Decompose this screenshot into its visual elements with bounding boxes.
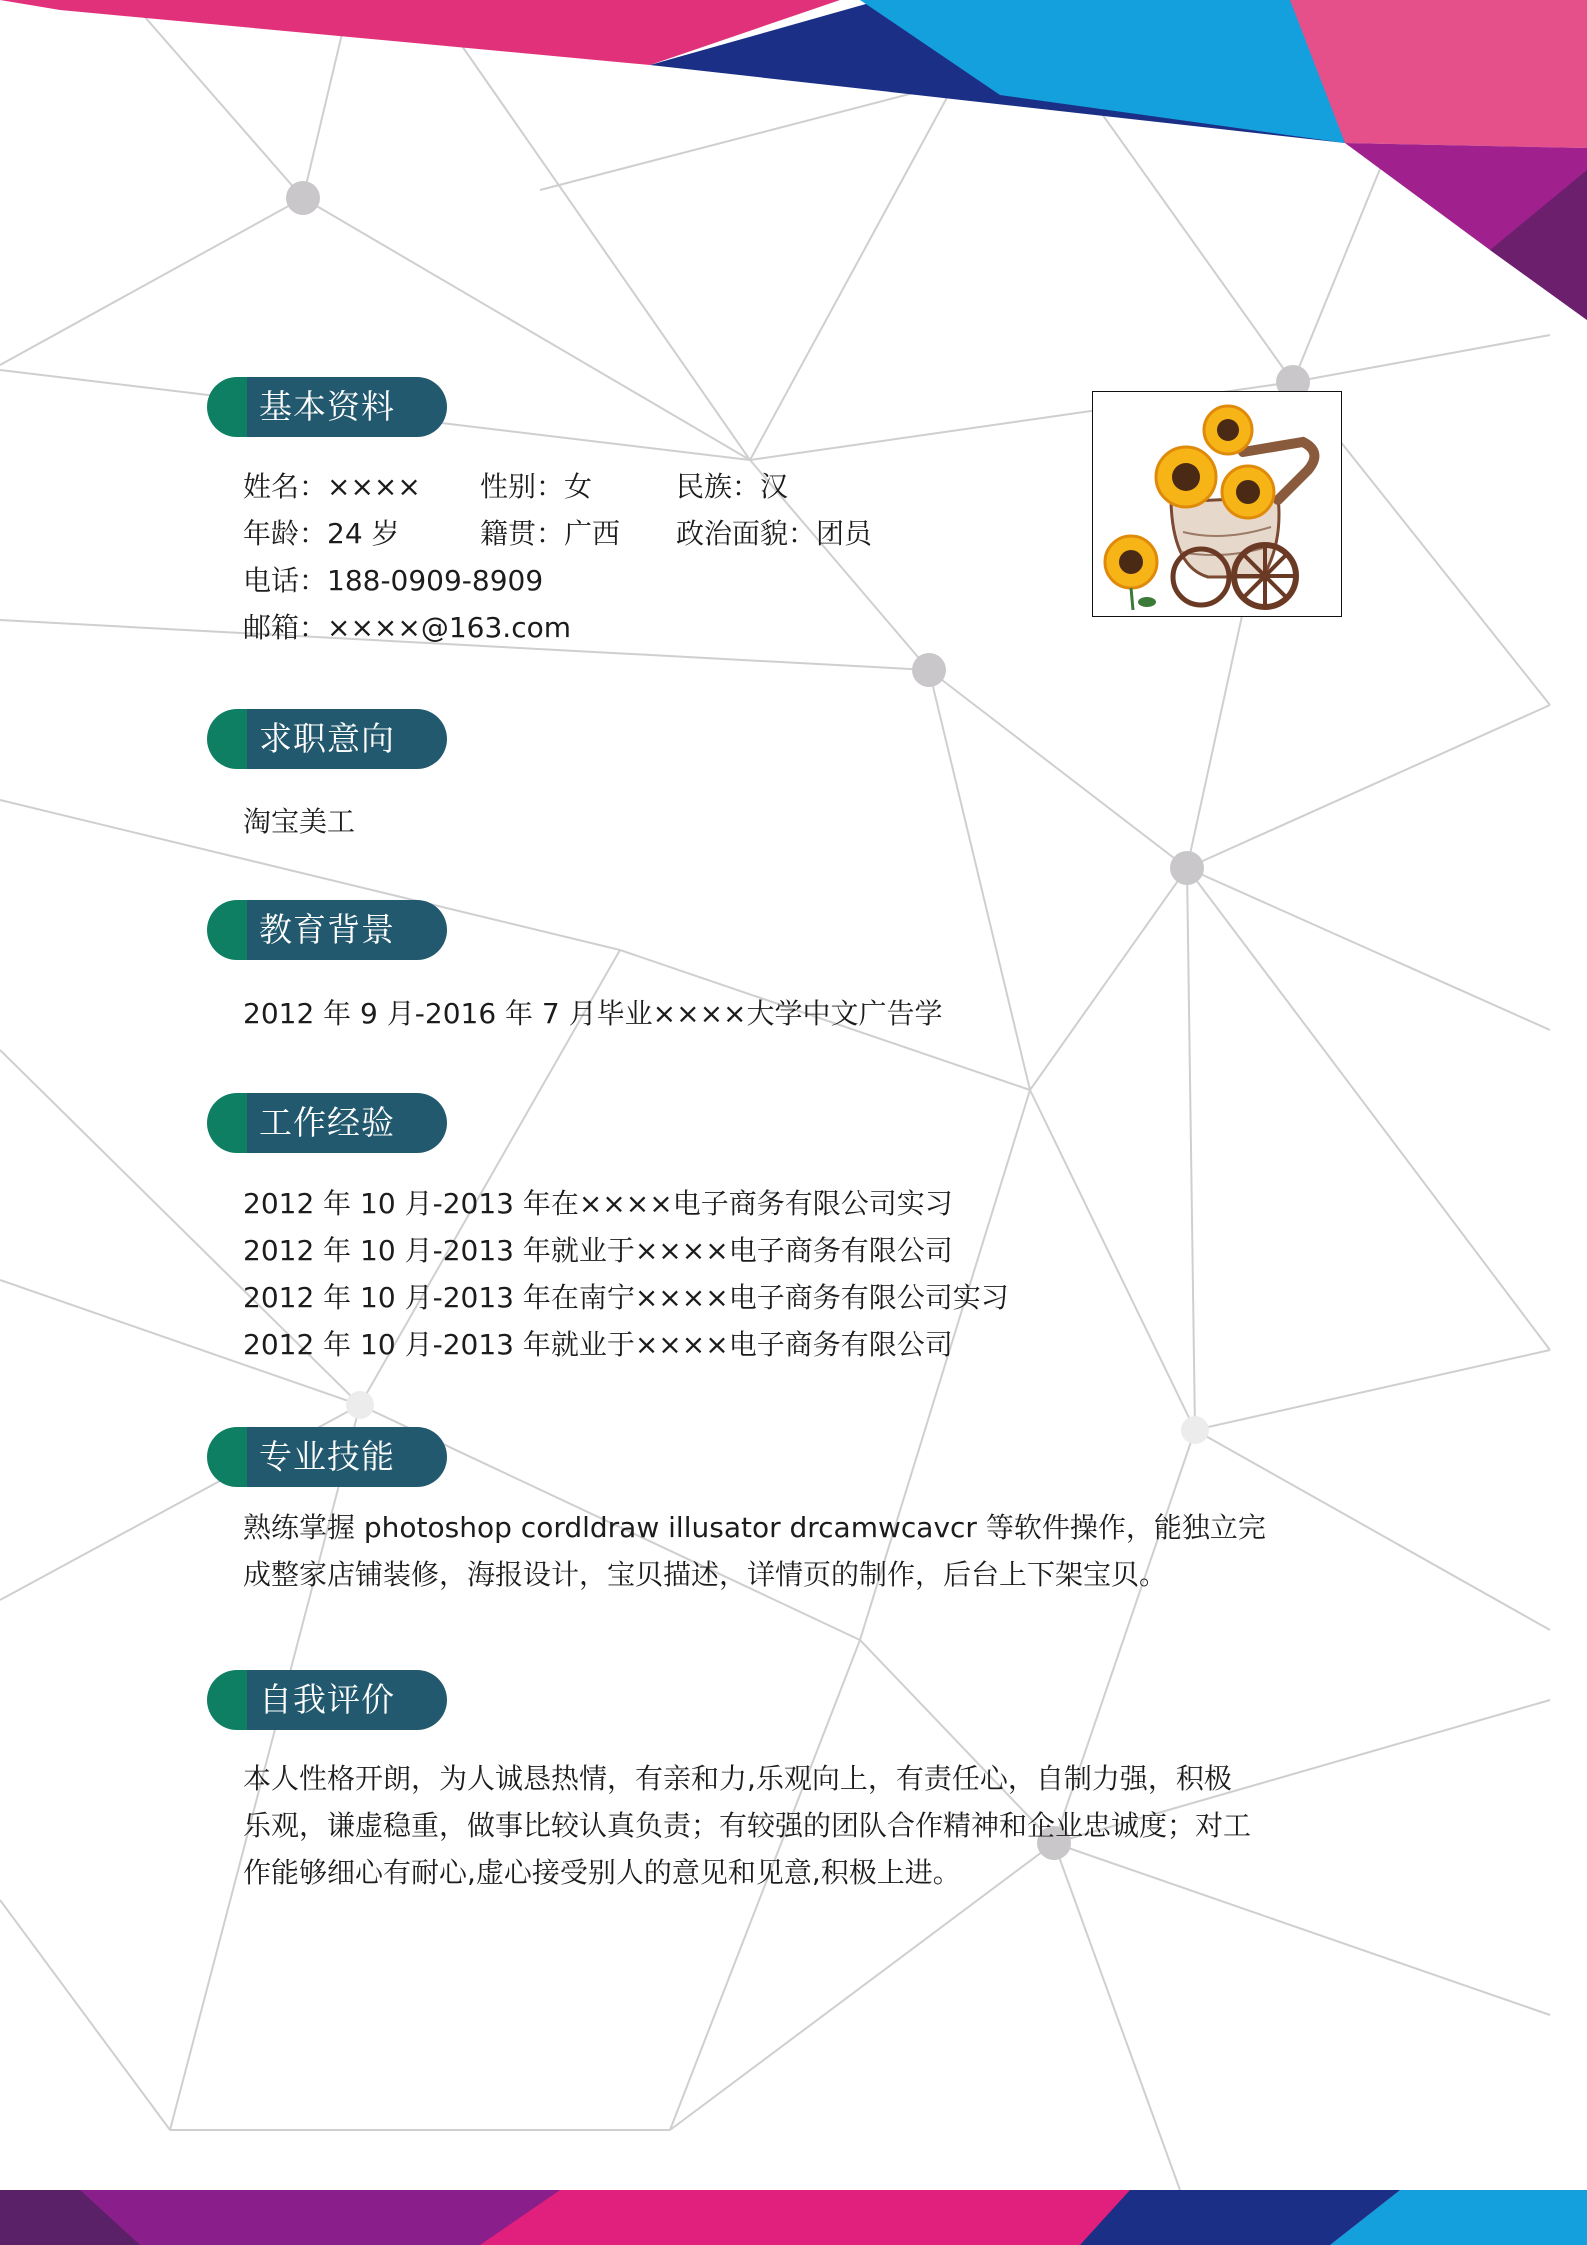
- field-gender: 性别：女: [480, 470, 593, 503]
- section-header-tab: [207, 709, 247, 769]
- section-header-education: [207, 900, 447, 960]
- sunflower-cart-icon: [1093, 392, 1340, 615]
- work-experience-item: 2012 年 10 月-2013 年在××××电子商务有限公司实习: [243, 1187, 953, 1220]
- sunflower-3: [1222, 466, 1274, 518]
- section-title: 专业技能: [259, 1437, 395, 1476]
- self-evaluation-line: 作能够细心有耐心,虚心接受别人的意见和见意,积极上进。: [243, 1856, 961, 1889]
- field-ethnicity: 民族：汉: [676, 470, 789, 503]
- sunflower-2: [1204, 406, 1252, 454]
- section-header-tab: [207, 1670, 247, 1730]
- education-text: 2012 年 9 月-2016 年 7 月毕业××××大学中文广告学: [243, 997, 943, 1030]
- section-header-job-intent: [207, 709, 447, 769]
- self-evaluation-text: [243, 1755, 1251, 1896]
- section-title: 基本资料: [259, 387, 395, 426]
- sunflower-4: [1105, 536, 1157, 588]
- section-header-skills: [207, 1427, 447, 1487]
- section-header-work-experience: [207, 1093, 447, 1153]
- field-political-status: 政治面貌：团员: [676, 517, 873, 550]
- skills-line: 熟练掌握 photoshop cordldraw illusator drcamwcavcr 等软件操作，能独立完: [243, 1511, 1266, 1544]
- profile-photo: [1092, 391, 1342, 617]
- sunflower-1: [1156, 447, 1216, 507]
- field-age: 年龄：24 岁: [243, 517, 400, 550]
- section-title: 工作经验: [259, 1103, 395, 1142]
- section-title: 求职意向: [259, 719, 395, 758]
- section-header-self-evaluation: [207, 1670, 447, 1730]
- section-header-tab: [207, 900, 247, 960]
- top-corner-polygons: [0, 0, 1587, 320]
- section-header-basic-info: [207, 377, 447, 437]
- job-intent-text: 淘宝美工: [243, 805, 356, 838]
- work-experience-item: 2012 年 10 月-2013 年就业于××××电子商务有限公司: [243, 1234, 953, 1267]
- work-experience-item: 2012 年 10 月-2013 年就业于××××电子商务有限公司: [243, 1328, 953, 1361]
- field-hometown: 籍贯：广西: [480, 517, 621, 550]
- work-experience-item: 2012 年 10 月-2013 年在南宁××××电子商务有限公司实习: [243, 1281, 1009, 1314]
- section-header-tab: [207, 377, 247, 437]
- section-header-tab: [207, 1427, 247, 1487]
- field-name: 姓名：××××: [243, 470, 421, 503]
- self-evaluation-line: 本人性格开朗，为人诚恳热情，有亲和力,乐观向上，有责任心，自制力强，积极: [243, 1762, 1232, 1795]
- self-evaluation-line: 乐观，谦虚稳重，做事比较认真负责；有较强的团队合作精神和企业忠诚度；对工: [243, 1809, 1252, 1842]
- work-experience-list: [243, 1180, 1009, 1368]
- field-email: 邮箱：××××@163.com: [243, 611, 571, 644]
- skills-text: [243, 1504, 1266, 1598]
- skills-line: 成整家店铺装修，海报设计，宝贝描述，详情页的制作，后台上下架宝贝。: [243, 1558, 1168, 1591]
- section-title: 自我评价: [259, 1680, 395, 1719]
- field-phone: 电话：188-0909-8909: [243, 564, 544, 597]
- section-title: 教育背景: [259, 910, 395, 949]
- bottom-band-polygons: [0, 2190, 1587, 2245]
- section-header-tab: [207, 1093, 247, 1153]
